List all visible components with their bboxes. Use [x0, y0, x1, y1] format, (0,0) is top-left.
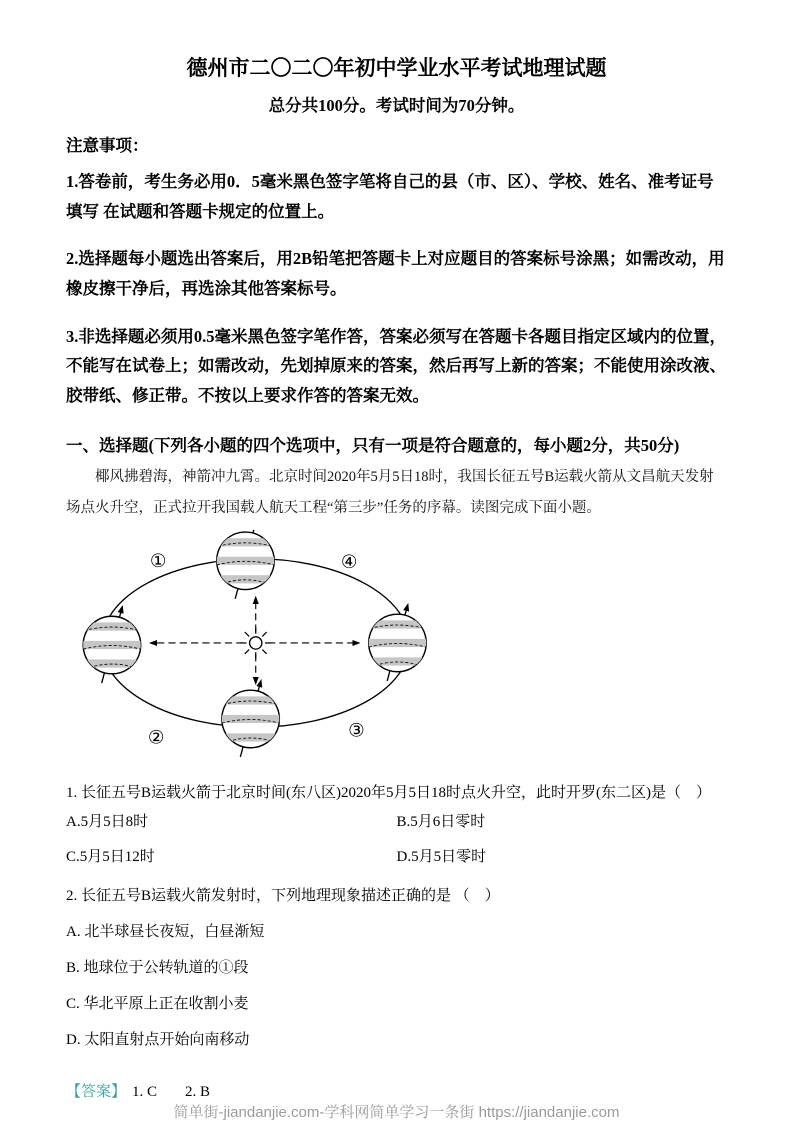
question-1-option-a: A.5月5日8时 — [66, 814, 149, 831]
orbit-label-1: ① — [149, 551, 167, 572]
earth-top — [215, 530, 277, 599]
answer-badge: 【答案】 — [66, 1084, 127, 1101]
notice-heading: 注意事项： — [66, 136, 149, 155]
question-2-option-d: D. 太阳直射点开始向南移动 — [66, 1032, 250, 1049]
question-2-options — [66, 920, 727, 1049]
sun-icon — [240, 628, 271, 659]
orbit-label-2: ② — [147, 727, 165, 748]
question-2-option-b: B. 地球位于公转轨道的①段 — [66, 960, 249, 977]
answer-2: 2. B — [185, 1084, 211, 1101]
exam-meta: 总分共100分。考试时间为70分钟。 — [268, 96, 525, 115]
orbit-diagram — [80, 530, 727, 763]
notice-item-2: 2.选择题每小题选出答案后，用2B铅笔把答题卡上对应题目的答案标号涂黑；如需改动，用橡皮擦干净后，再选涂其他答案标号。 — [66, 249, 725, 299]
question-1-option-c: C.5月5日12时 — [66, 849, 155, 866]
question-1-option-d: D.5月5日零时 — [396, 849, 487, 866]
question-1-option-b: B.5月6日零时 — [396, 814, 486, 831]
earth-left — [81, 607, 143, 683]
section-heading: 一、选择题(下列各小题的四个选项中，只有一项是符合题意的，每小题2分，共50分) — [66, 435, 680, 455]
question-1 — [66, 769, 727, 872]
question-1-stem: 1. 长征五号B运载火箭于北京时间(东八区)2020年5月5日18时点火升空，此时开罗(东二区)是（ ） — [66, 785, 711, 802]
question-2 — [66, 872, 727, 1064]
question-2-option-a: A. 北半球昼长夜短，白昼渐短 — [66, 924, 265, 941]
site-footer: 简单街-jiandanjie.com-学科网简单学习一条街 https://jiandanjie.com — [173, 1104, 620, 1122]
orbit-label-3: ③ — [348, 720, 365, 741]
orbit-label-4: ④ — [340, 552, 358, 573]
earth-bottom — [220, 681, 282, 757]
answer-line — [66, 1080, 727, 1101]
notice-item-1: 1.答卷前，考生务必用0．5毫米黑色签字笔将自己的县（市、区）、学校、姓名、准考证号填写 在试题和答题卡规定的位置上。 — [66, 172, 714, 221]
page-title: 德州市二〇二〇年初中学业水平考试地理试题 — [186, 57, 607, 80]
earth-orbit-figure — [80, 530, 452, 758]
question-2-option-c: C. 华北平原上正在收割小麦 — [66, 996, 249, 1013]
question-passage: 椰风拂碧海，神箭冲九霄。北京时间2020年5月5日18时，我国长征五号B运载火箭从文昌航天发射场点火升空，正式拉开我国载人航天工程“第三步”任务的序幕。读图完成下面小题。 — [66, 468, 714, 516]
question-2-stem: 2. 长征五号B运载火箭发射时，下列地理现象描述正确的是 （ ） — [66, 888, 500, 905]
question-1-options — [66, 810, 727, 866]
notice-item-3: 3.非选择题必须用0.5毫米黑色签字笔作答，答案必须写在答题卡各题目指定区域内的位置，不能写在试卷上；如需改动，先划掉原来的答案，然后再写上新的答案；不能使用涂改液、胶带纸、修正带。不按以上要求作答的答案无效。 — [66, 326, 726, 406]
answer-1: 1. C — [132, 1084, 158, 1101]
earth-right — [367, 605, 429, 681]
